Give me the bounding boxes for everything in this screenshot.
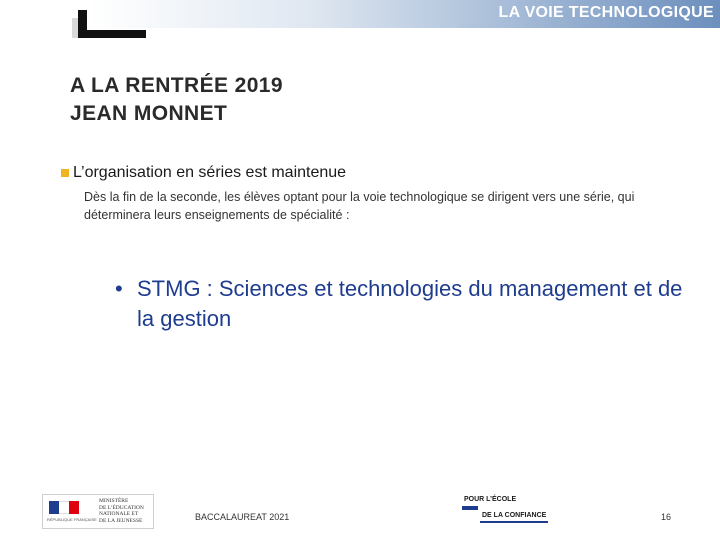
bullet-dot-icon: • bbox=[115, 276, 123, 301]
flag-white-stripe bbox=[59, 501, 69, 514]
body-paragraph: Dès la fin de la seconde, les élèves optant pour la voie technologique se dirigent vers une série, qui déterminera leurs enseignements de spécialité : bbox=[84, 190, 635, 222]
republic-label: RÉPUBLIQUE FRANÇAISE bbox=[47, 517, 97, 522]
corner-bracket-logo bbox=[78, 10, 148, 40]
flag-red-stripe bbox=[69, 501, 79, 514]
page-number: 16 bbox=[661, 512, 672, 522]
ministry-line: NATIONALE ET bbox=[99, 511, 139, 517]
list-item-text: STMG : Sciences et technologies du management et de la gestion bbox=[137, 276, 683, 331]
footer-exam-label: BACCALAUREAT 2021 bbox=[195, 512, 290, 522]
ministry-line: MINISTÈRE bbox=[99, 498, 129, 504]
confiance-underline bbox=[480, 521, 548, 523]
section-title: LA VOIE TECHNOLOGIQUE bbox=[498, 4, 714, 21]
bullet-heading-row bbox=[61, 164, 346, 182]
square-bullet-icon bbox=[61, 169, 69, 177]
slide-title-line1: A LA RENTRÉE 2019 bbox=[70, 74, 283, 97]
french-flag-icon bbox=[49, 501, 79, 514]
slide-title-line2: JEAN MONNET bbox=[70, 102, 228, 125]
ecole-confiance-logo bbox=[462, 496, 552, 524]
ministry-line: DE LA JEUNESSE bbox=[99, 517, 143, 524]
flag-blue-stripe bbox=[49, 501, 59, 514]
header-band bbox=[90, 0, 720, 28]
confiance-line1: POUR L’ÉCOLE bbox=[464, 496, 517, 503]
slide-title bbox=[70, 72, 283, 128]
confiance-bar bbox=[462, 506, 478, 510]
ministry-line: DE L’ÉDUCATION bbox=[99, 504, 144, 511]
ministry-name bbox=[99, 498, 144, 524]
confiance-line2: DE LA CONFIANCE bbox=[482, 512, 547, 519]
bullet-heading: L’organisation en séries est maintenue bbox=[73, 164, 347, 181]
ministry-logo bbox=[42, 494, 154, 529]
corner-bracket-horizontal bbox=[78, 30, 146, 38]
